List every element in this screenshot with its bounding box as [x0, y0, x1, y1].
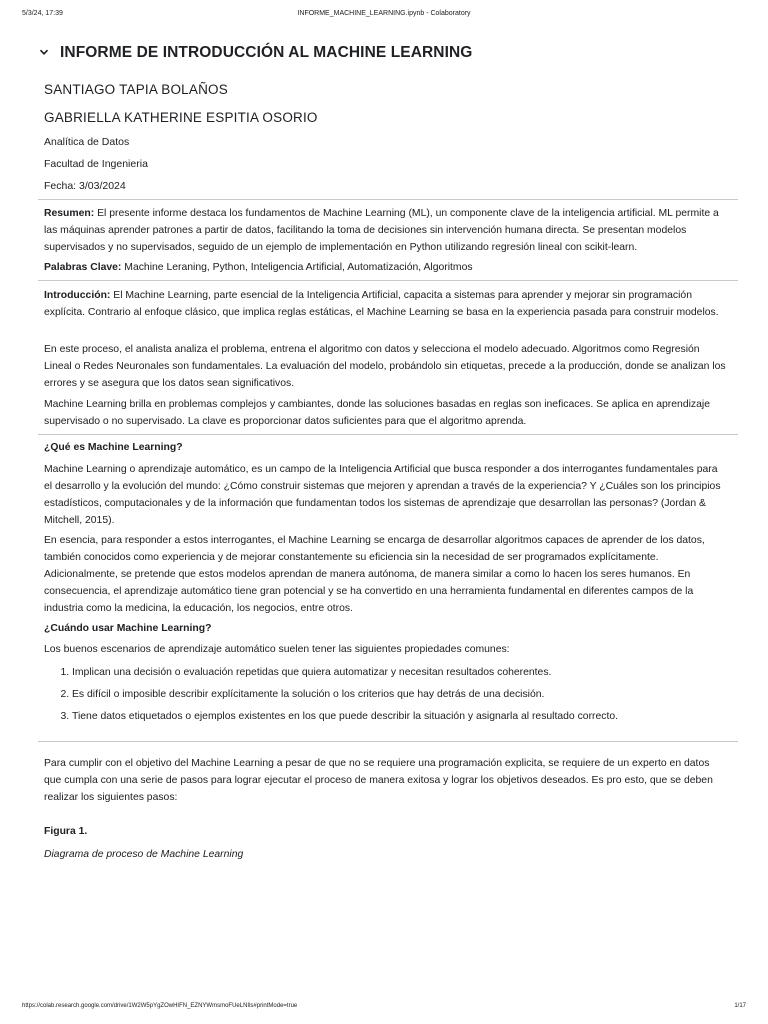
- keywords-label: Palabras Clave:: [44, 262, 122, 273]
- list-item: 2. Es difícil o imposible describir explícitamente la solución o los criterios que hay detrás de una decisión.: [72, 686, 756, 708]
- print-title: INFORME_MACHINE_LEARNING.ipynb - Colaboratory: [297, 10, 471, 17]
- steps-intro-paragraph: Para cumplir con el objetivo del Machine Learning a pesar de que no se requiere una programación explicita, se requiere de un experto en datos que cumpla con una serie de pasos para lograr ejecutar el proceso de manera exitosa y lograr los objetivos deseados. Es pro esto, que se deben realizar los siguientes pasos:: [44, 758, 713, 803]
- abstract-text: El presente informe destaca los fundamentos de Machine Learning (ML), un componente clave de la inteligencia artificial. ML permite a las máquinas aprender patrones a partir de datos, facilitando la toma de decisiones sin intervención humana directa. Se presentan modelos supervisados y no supervisados, seguido de un ejemplo de implementación en Python utilizando regresión lineal con scikit-learn.: [44, 208, 719, 253]
- print-footer: [0, 1003, 768, 1015]
- section-title: INFORME DE INTRODUCCIÓN AL MACHINE LEARNING: [60, 44, 473, 61]
- faculty-name: Facultad de Ingenieria: [44, 158, 148, 170]
- author-2: GABRIELLA KATHERINE ESPITIA OSORIO: [44, 110, 318, 125]
- intro-label: Introducción:: [44, 290, 111, 301]
- divider: [38, 280, 738, 281]
- keywords-paragraph: [44, 259, 728, 276]
- abstract-label: Resumen:: [44, 208, 95, 219]
- page-number: 1/17: [734, 1003, 746, 1009]
- what-is-paragraph-2: En esencia, para responder a estos interrogantes, el Machine Learning se encarga de desarrollar algoritmos capaces de aprender de los datos, también conocidos como experiencia y de mejorar constantemente su eficiencia sin la necesidad de ser programados explícitamente. Adicionalmente, se pretende que estos modelos aprendan de manera autónoma, de manera similar a como lo hacen los seres humanos. En consecuencia, el aprendizaje automático tiene gran potencial y se ha convertido en una herramienta fundamental en diferentes campos de la industria como la medicina, la educación, los negocios, entre otros.: [44, 535, 705, 614]
- list-item: 3. Tiene datos etiquetados o ejemplos existentes en los que puede describir la situación y asignarla al resultado correcto.: [72, 708, 756, 730]
- divider: [38, 741, 738, 742]
- intro-text: El Machine Learning, parte esencial de la Inteligencia Artificial, capacita a sistemas para aprender y mejorar sin programación explícita. Contrario al enfoque clásico, que implica reglas estáticas, el Machine Learning se basa en la experiencia pasada para construir modelos.: [44, 290, 719, 318]
- divider: [38, 434, 738, 435]
- print-header: [0, 10, 768, 22]
- author-1: SANTIAGO TAPIA BOLAÑOS: [44, 82, 228, 97]
- list-item: 1. Implican una decisión o evaluación repetidas que quiera automatizar y necesitan resultados coherentes.: [72, 664, 756, 686]
- figure-label: Figura 1.: [44, 826, 88, 837]
- intro-paragraph-2: En este proceso, el analista analiza el problema, entrena el algoritmo con datos y selecciona el modelo adecuado. Algoritmos como Regresión Lineal o Redes Neuronales son fundamentales. La evaluación del modelo, probándolo sin etiquetas, precede a la producción, donde se analizan los errores y se asegura que los datos sean significativos.: [44, 344, 726, 389]
- intro-paragraph-3: Machine Learning brilla en problemas complejos y cambiantes, donde las soluciones basadas en reglas son ineficaces. Se aplica en aprendizaje supervisado o no supervisado. La clave es proporcionar datos suficientes para que el algoritmo aprenda.: [44, 399, 710, 427]
- intro-paragraph: [44, 287, 728, 321]
- what-is-heading: ¿Qué es Machine Learning?: [44, 442, 183, 453]
- divider: [38, 199, 738, 200]
- keywords-text: Machine Leraning, Python, Inteligencia Artificial, Automatización, Algoritmos: [121, 262, 473, 273]
- program-name: Analítica de Datos: [44, 136, 130, 148]
- print-date: 5/3/24, 17:39: [22, 10, 63, 17]
- when-use-intro: Los buenos escenarios de aprendizaje automático suelen tener las siguientes propiedades comunes:: [44, 644, 510, 655]
- section-heading[interactable]: [38, 44, 722, 62]
- chevron-down-icon[interactable]: [38, 45, 50, 57]
- abstract-paragraph: [44, 205, 728, 256]
- figure-caption: Diagrama de proceso de Machine Learning: [44, 849, 244, 860]
- print-url: https://colab.research.google.com/drive/1W2W5pYgZOwHIFN_EZNYWmsmoFUeLNIls#printMode=true: [22, 1003, 298, 1009]
- when-use-heading: ¿Cuándo usar Machine Learning?: [44, 623, 212, 634]
- report-date: Fecha: 3/03/2024: [44, 180, 126, 192]
- properties-list: [44, 664, 756, 730]
- what-is-paragraph-1: Machine Learning o aprendizaje automático, es un campo de la Inteligencia Artificial que busca responder a dos interrogantes fundamentales para el desarrollo y la evolución del mundo: ¿Cómo construir sistemas que mejoren y aprendan a través de la experiencia? Y ¿Cuáles son los principios estadísticos, computacionales y de la información que fundamentan todos los sistemas de aprendizaje que desarrollan las personas? (Jordan & Mitchell, 2015).: [44, 464, 721, 526]
